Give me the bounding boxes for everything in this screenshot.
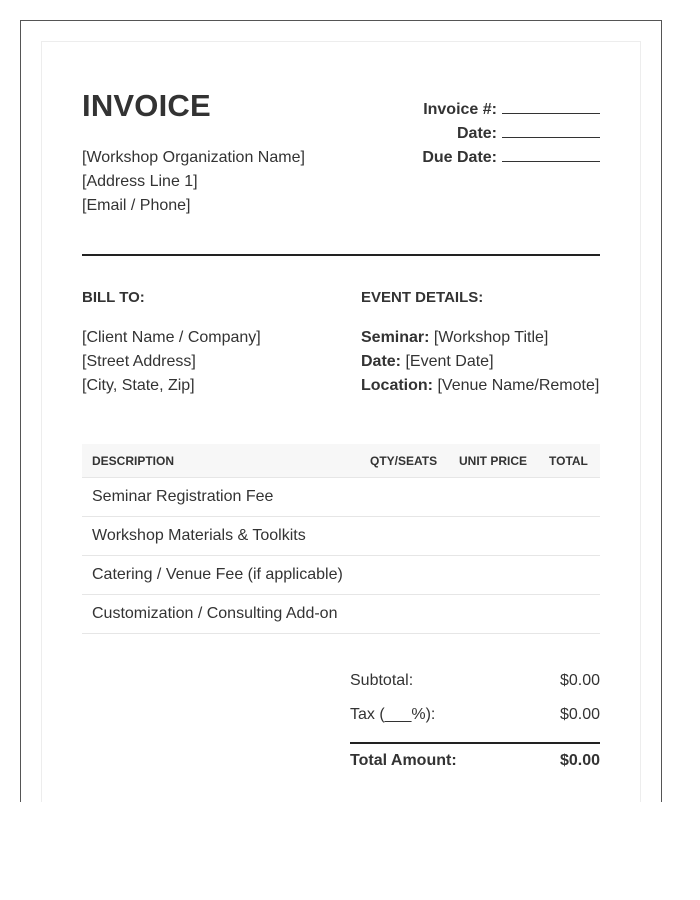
bill-to-heading: BILL TO:: [82, 289, 145, 306]
bill-to-block: [82, 326, 261, 398]
invoice-date-blank[interactable]: [502, 122, 600, 138]
due-date-blank[interactable]: [502, 146, 600, 162]
org-address: [Address Line 1]: [82, 173, 198, 190]
event-seminar-row: [361, 326, 599, 350]
location-label: Location:: [361, 377, 433, 394]
organization-block: [82, 146, 305, 218]
org-name: [Workshop Organization Name]: [82, 149, 305, 166]
table-row: [82, 478, 600, 517]
header-total: TOTAL: [549, 454, 588, 468]
table-row: [82, 556, 600, 595]
event-date-row: [361, 350, 599, 374]
client-street: [Street Address]: [82, 353, 196, 370]
client-name: [Client Name / Company]: [82, 329, 261, 346]
invoice-title: INVOICE: [82, 88, 211, 123]
event-date-value: [Event Date]: [405, 353, 494, 370]
header-unit-price: UNIT PRICE: [459, 454, 528, 468]
due-date-row: [380, 146, 600, 170]
location-value: [Venue Name/Remote]: [437, 377, 600, 394]
invoice-number-label: Invoice #:: [423, 101, 497, 118]
event-date-label: Date:: [361, 353, 402, 370]
event-details-heading: EVENT DETAILS:: [361, 289, 484, 306]
table-row: [82, 517, 600, 556]
table-header: [82, 444, 600, 478]
invoice-number-blank[interactable]: [502, 98, 600, 114]
row-description: Workshop Materials & Toolkits: [92, 527, 306, 544]
total-label: Total Amount:: [350, 752, 457, 769]
line-items-table: [82, 444, 600, 634]
seminar-label: Seminar:: [361, 329, 430, 346]
event-details-block: [361, 326, 599, 398]
event-location-row: [361, 374, 599, 398]
table-row: [82, 595, 600, 634]
total-value: $0.00: [559, 752, 600, 769]
header-description: DESCRIPTION: [92, 454, 175, 468]
seminar-value: [Workshop Title]: [433, 329, 549, 346]
invoice-date-label: Date:: [456, 125, 497, 142]
invoice-number-row: [380, 98, 600, 122]
invoice-date-row: [380, 122, 600, 146]
subtotal-value: $0.00: [559, 672, 600, 689]
header-qty: QTY/SEATS: [370, 454, 438, 468]
subtotal-row: [350, 672, 600, 690]
due-date-label: Due Date:: [422, 149, 497, 166]
total-divider: [350, 742, 600, 744]
tax-label: Tax (___%):: [350, 706, 436, 723]
row-description: Catering / Venue Fee (if applicable): [92, 566, 343, 583]
header-divider: [82, 254, 600, 256]
total-row: [350, 752, 600, 770]
invoice-meta: [380, 98, 600, 170]
tax-row: [350, 706, 600, 724]
client-city: [City, State, Zip]: [82, 377, 195, 394]
row-description: Seminar Registration Fee: [92, 488, 274, 505]
org-contact: [Email / Phone]: [82, 197, 191, 214]
row-description: Customization / Consulting Add-on: [92, 605, 338, 622]
subtotal-label: Subtotal:: [350, 672, 414, 689]
tax-value: $0.00: [559, 706, 600, 723]
